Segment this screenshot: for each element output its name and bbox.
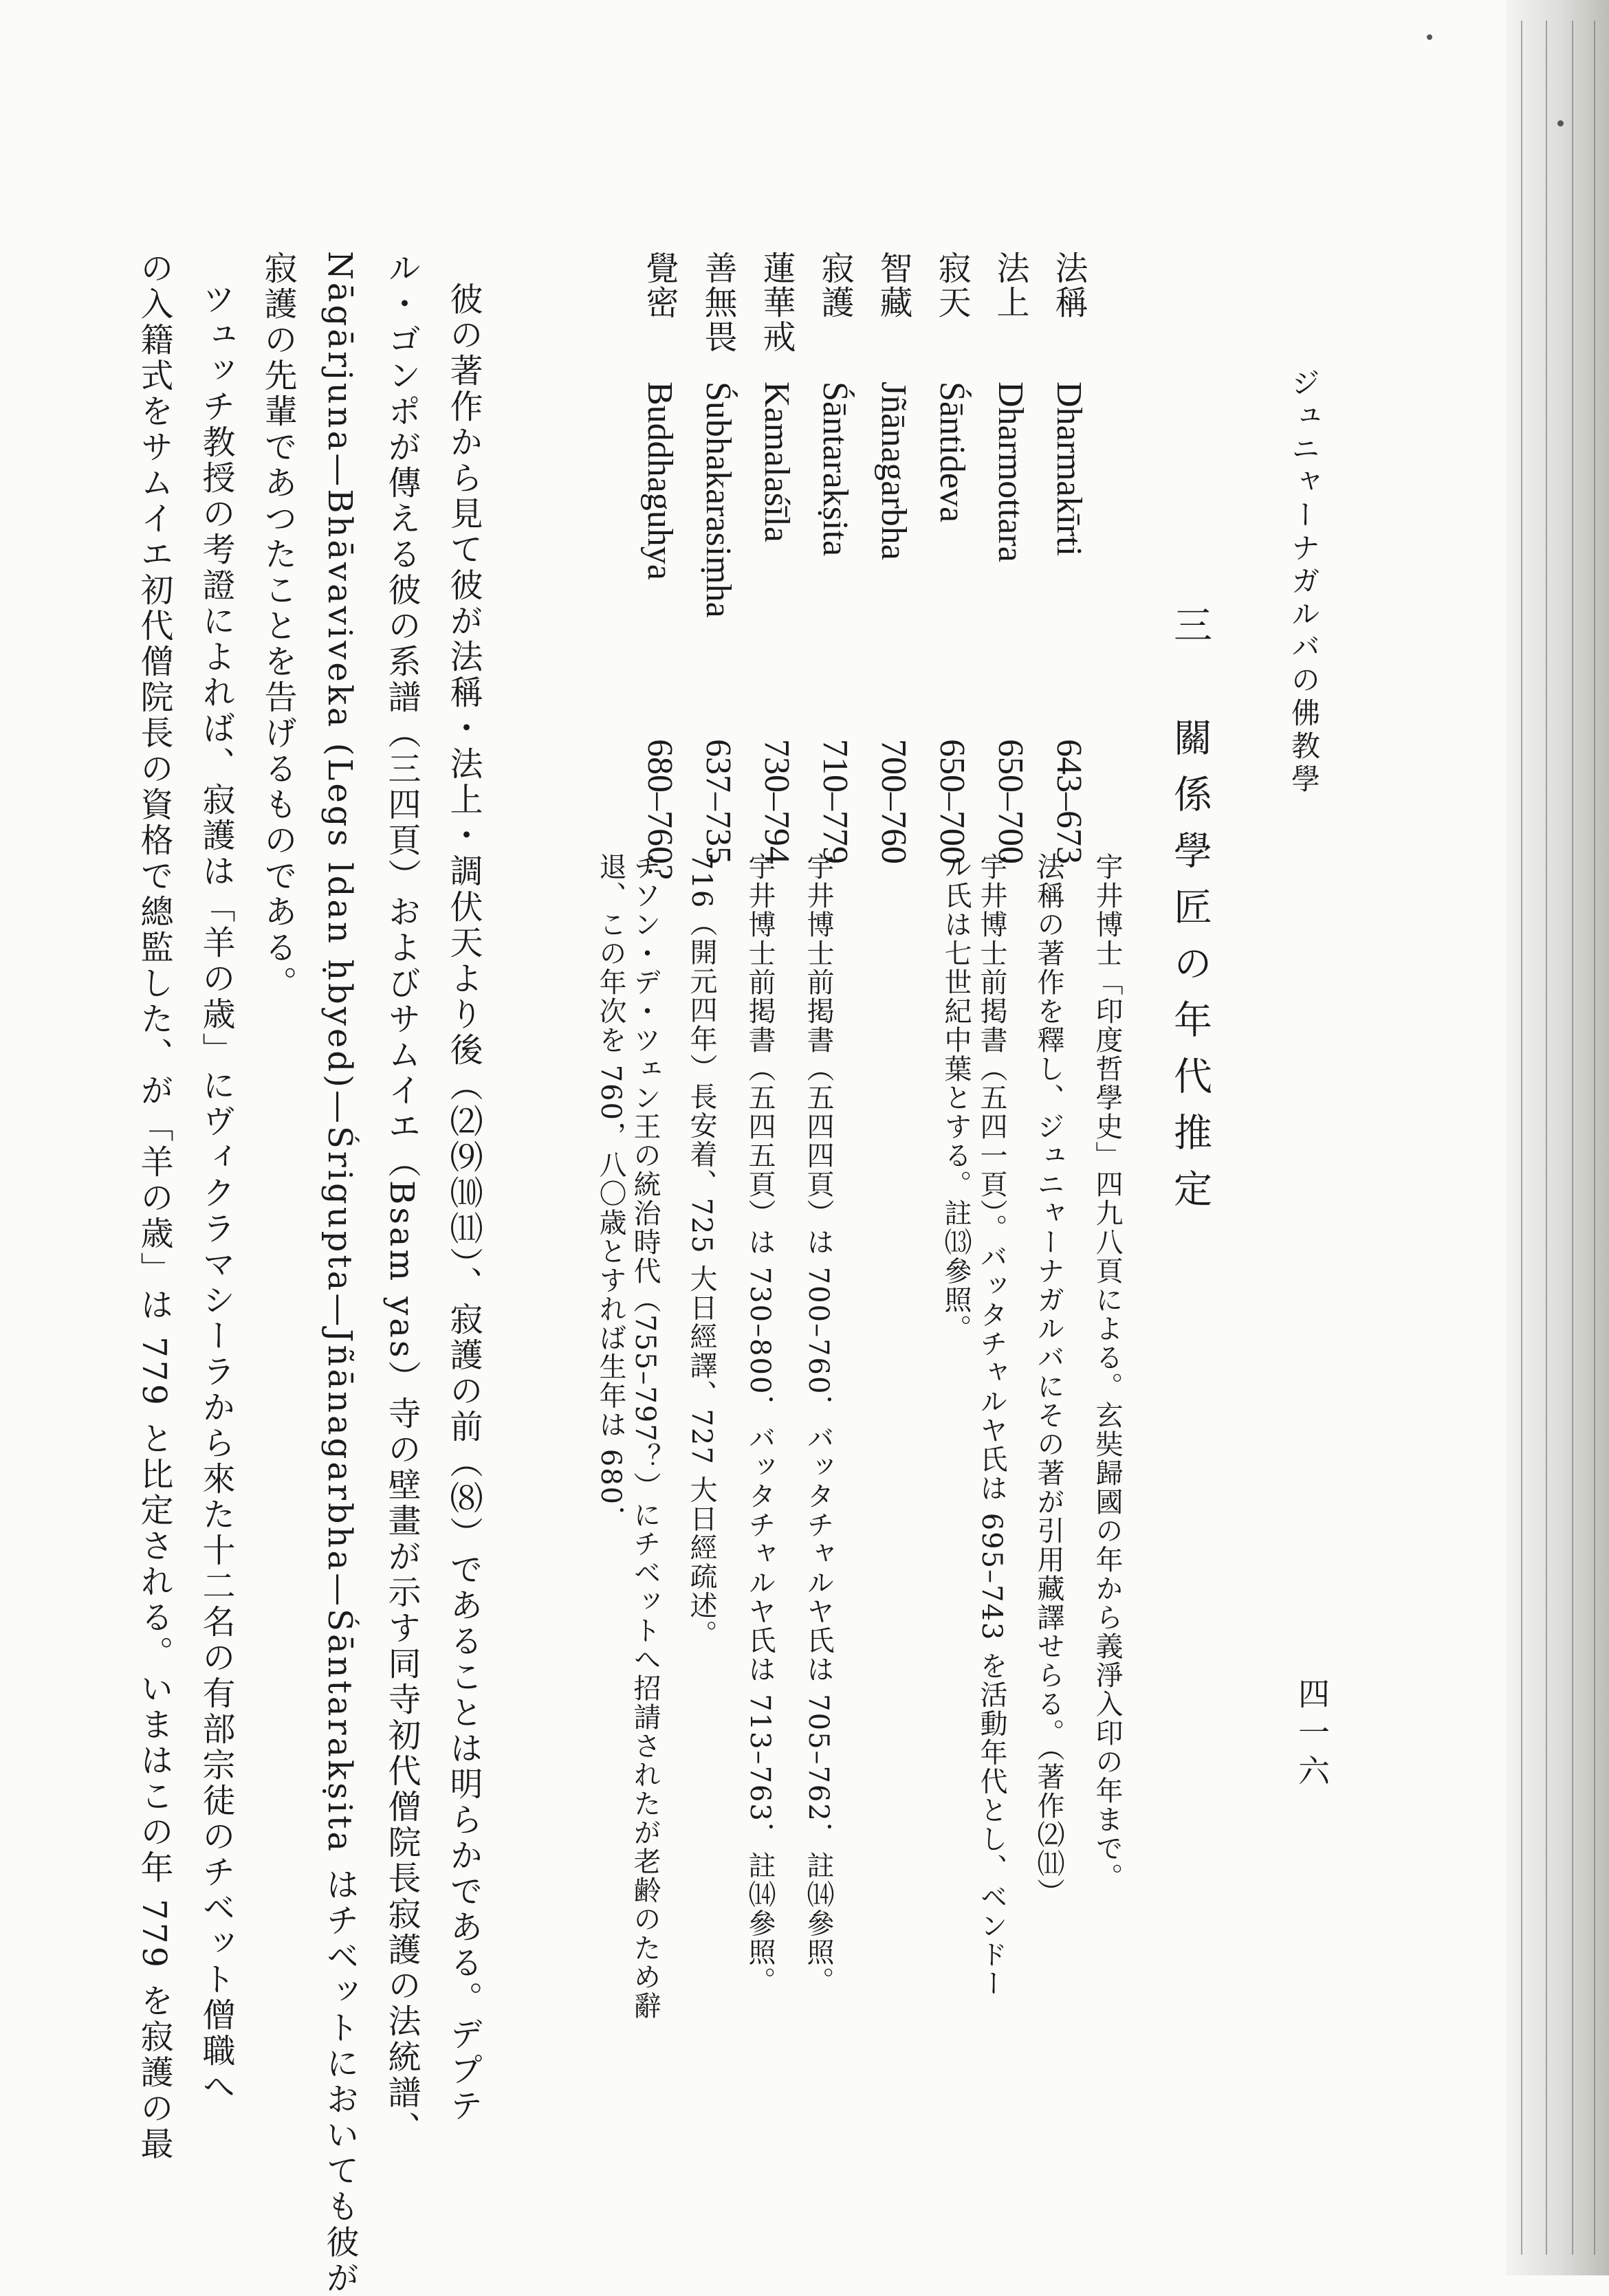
body-line: ツュッチ教授の考證によれば、寂護は「羊の歳」にヴィクラマシーラから來た十二名の有部宗徒のチベット僧職へ	[197, 282, 235, 2105]
scholar-dates: 650–700	[991, 739, 1030, 864]
scholar-note: 法稱の著作を釋し、ジュニャーナガルバにその著が引用藏譯せらる。（著作⑵⑾）	[1033, 852, 1064, 1907]
body-line: 寂護の先輩であつたことを告げるものである。	[259, 251, 297, 1002]
gutter-edge-line	[1521, 21, 1522, 2255]
page-number: 四一六	[1293, 1677, 1331, 1793]
scholar-note: 宇井博士「印度哲學史」四九八頁による。玄奘歸國の年から義淨入印の年まで。	[1091, 852, 1123, 1892]
scholar-note: 宇井博士前掲書（五四四頁）は 700–760．バッタチャルヤ氏は 705–762．註⒁參照。	[802, 852, 834, 1996]
ink-speck	[1557, 120, 1564, 126]
scholar-roman: Jñānagarbha	[874, 382, 913, 560]
scholar-dates: 730–794	[757, 739, 796, 864]
gutter-edge-line	[1546, 21, 1547, 2255]
scholar-roman: Śāntarakṣita	[816, 382, 855, 557]
scholar-name: 善無畏	[699, 251, 737, 354]
body-line: の入籍式をサムイエ初代僧院長の資格で總監した、が「羊の歳」は 779 と比定される。いまはこの年 779 を寂護の最	[135, 251, 173, 2163]
scholar-note: 716（開元四年）長安着、725 大日經譯、727 大日經疏述。	[686, 852, 717, 1649]
running-title: ジュニャーナガルバの佛教學	[1287, 368, 1321, 797]
ink-speck	[1427, 34, 1432, 40]
scholar-dates: 700–760	[874, 739, 913, 864]
scholar-note: 宇井博士前掲書（五四五頁）は 730–800．バッタチャルヤ氏は 713–763．註⒁參照。	[744, 852, 776, 1996]
body-line: ル・ゴンポが傳える彼の系譜（三四頁）およびサムイエ（Bsam yas）寺の壁畫が示す同寺初代僧院長寂護の法統譜、	[382, 251, 421, 2147]
scholar-dates: 710–779	[816, 739, 855, 864]
scholar-roman: Kamalaśīla	[757, 382, 796, 542]
scholar-roman: Śubhakarasiṃha	[699, 382, 738, 618]
scholar-roman: Śāntideva	[932, 382, 972, 523]
gutter-edge-line	[1572, 21, 1573, 2255]
scholar-name: 法稱	[1049, 251, 1088, 320]
scholar-dates: 637–735	[699, 739, 738, 864]
section-heading: 三 關係學匠の年代推定	[1168, 605, 1212, 1225]
scholar-note: 退、この年次を 760，八〇歳とすれば生年は 680．	[595, 852, 626, 1535]
scholar-note: ル氏は七世紀中葉とする。註⒀參照。	[940, 852, 972, 1343]
scholar-name: 寂護	[816, 251, 854, 320]
body-line: Nāgārjuna—Bhāvaviveka (Legs ldan ḥbyed)—Śrigupta—Jñānagarbha—Śāntarakṣita はチベットにおいても彼が	[320, 251, 359, 2296]
scholar-dates: 650–700	[932, 739, 972, 864]
scholar-note: 宇井博士前掲書（五四一頁）。バッタチャルヤ氏は 695–743 を活動年代とし、ベンドー	[976, 852, 1007, 1998]
scholar-dates: 680–760?	[640, 739, 679, 881]
scholar-roman: Dharmakīrti	[1049, 382, 1088, 557]
body-line: 彼の著作から見て彼が法稱・法上・調伏天より後（⑵⑼⑽⑾）、寂護の前（⑻）であることは明らかである。デプテ	[444, 282, 483, 2124]
scholar-name: 覺密	[640, 251, 679, 320]
scholar-roman: Dharmottara	[991, 382, 1030, 562]
scholar-note: チソン・デ・ツェン王の統治時代（755–797？）にチベットへ招請されたが老齢のため辭	[629, 852, 661, 2020]
scholar-name: 蓮華戒	[757, 251, 796, 354]
scholar-name: 寂天	[932, 251, 971, 320]
gutter-edge-line	[1594, 21, 1595, 2255]
scholar-name: 法上	[991, 251, 1029, 320]
scholar-dates: 643–673	[1049, 739, 1088, 864]
scholar-roman: Buddhaguhya	[640, 382, 679, 580]
binding-gutter	[1506, 0, 1609, 2275]
scholar-name: 智藏	[874, 251, 912, 320]
